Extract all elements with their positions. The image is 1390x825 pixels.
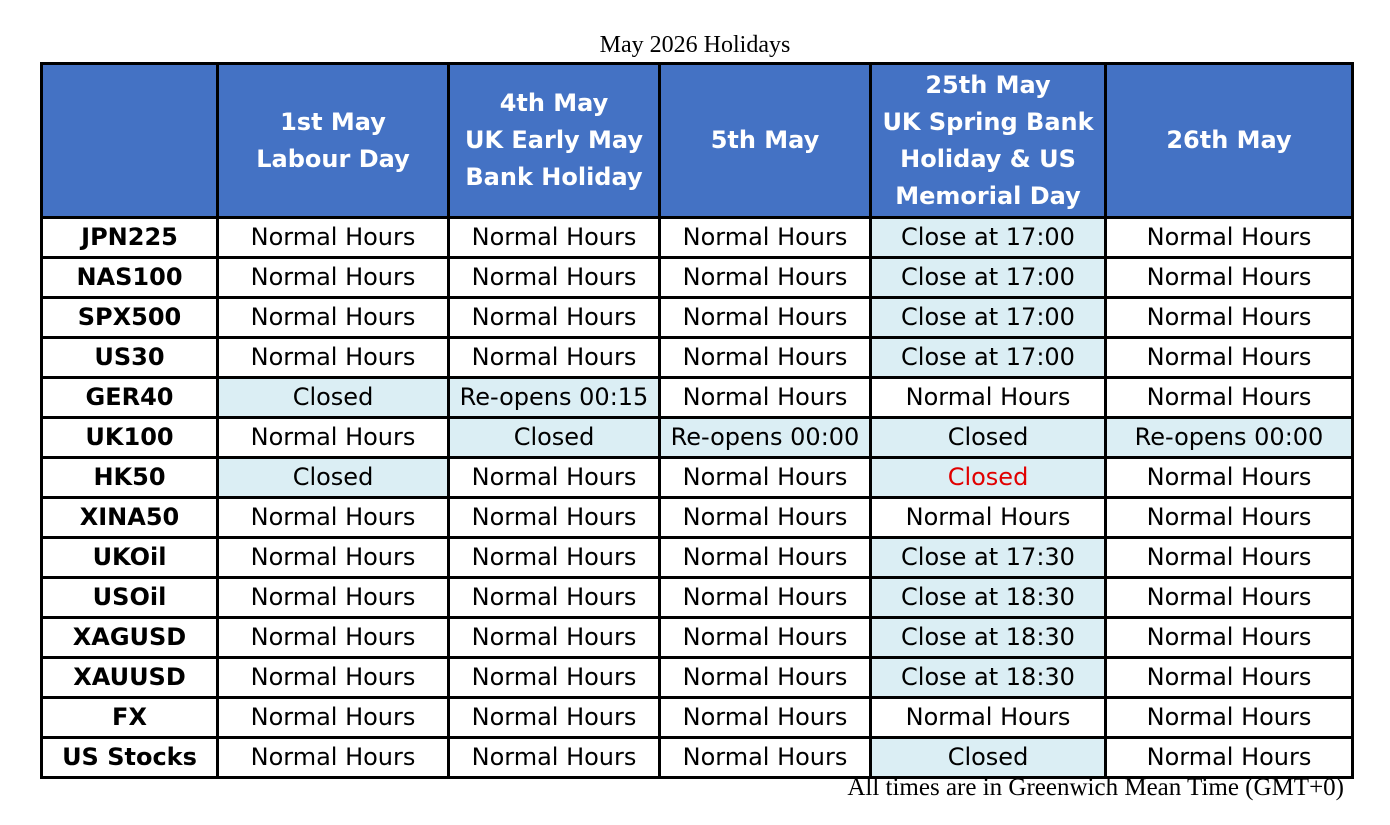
hours-cell: Normal Hours [1106, 698, 1353, 738]
hours-cell: Normal Hours [218, 698, 449, 738]
hours-cell: Close at 17:00 [871, 338, 1106, 378]
table-row [42, 578, 1353, 618]
table-row [42, 658, 1353, 698]
instrument-cell: XAGUSD [42, 618, 218, 658]
header-line: 26th May [1166, 126, 1292, 154]
table-row [42, 258, 1353, 298]
hours-cell: Closed [218, 378, 449, 418]
table-row [42, 218, 1353, 258]
hours-cell: Normal Hours [660, 498, 871, 538]
header-line: 4th May [499, 89, 609, 117]
hours-cell: Close at 18:30 [871, 578, 1106, 618]
table-row [42, 418, 1353, 458]
hours-cell: Closed [871, 418, 1106, 458]
instrument-cell: JPN225 [42, 218, 218, 258]
hours-cell: Normal Hours [218, 738, 449, 778]
hours-cell: Normal Hours [218, 578, 449, 618]
table-title: May 2026 Holidays [599, 32, 791, 58]
hours-cell: Normal Hours [218, 618, 449, 658]
header-line: Memorial Day [895, 181, 1081, 210]
instrument-cell: US30 [42, 338, 218, 378]
header-line: Labour Day [256, 144, 410, 173]
table-row [42, 618, 1353, 658]
hours-cell: Normal Hours [449, 698, 660, 738]
hours-cell: Normal Hours [660, 378, 871, 418]
hours-cell: Normal Hours [218, 298, 449, 338]
hours-cell: Normal Hours [449, 338, 660, 378]
hours-cell: Closed [449, 418, 660, 458]
hours-cell: Close at 17:00 [871, 298, 1106, 338]
instrument-cell: FX [42, 698, 218, 738]
hours-cell: Close at 18:30 [871, 658, 1106, 698]
table-row [42, 378, 1353, 418]
instrument-cell: GER40 [42, 378, 218, 418]
hours-cell: Normal Hours [660, 258, 871, 298]
hours-cell: Normal Hours [1106, 218, 1353, 258]
hours-cell: Re-opens 00:00 [1106, 418, 1353, 458]
hours-cell: Normal Hours [449, 658, 660, 698]
hours-cell: Normal Hours [660, 618, 871, 658]
hours-cell: Normal Hours [1106, 298, 1353, 338]
header-line: Holiday & US [900, 144, 1076, 173]
header-line: 1st May [280, 107, 386, 136]
header-line: 5th May [710, 126, 820, 154]
hours-cell: Closed [871, 458, 1106, 498]
hours-cell: Normal Hours [1106, 578, 1353, 618]
hours-cell: Close at 17:30 [871, 538, 1106, 578]
hours-cell: Normal Hours [660, 298, 871, 338]
hours-cell: Normal Hours [218, 218, 449, 258]
instrument-cell: US Stocks [42, 738, 218, 778]
instrument-cell: USOil [42, 578, 218, 618]
header-cell-may-4 [449, 64, 660, 218]
instrument-cell: SPX500 [42, 298, 218, 338]
hours-cell: Normal Hours [1106, 498, 1353, 538]
instrument-cell: NAS100 [42, 258, 218, 298]
instrument-cell: UK100 [42, 418, 218, 458]
header-row [42, 64, 1353, 218]
table-row [42, 498, 1353, 538]
hours-cell: Normal Hours [218, 538, 449, 578]
holiday-schedule-table [40, 62, 1354, 779]
hours-cell: Normal Hours [660, 458, 871, 498]
table-row [42, 538, 1353, 578]
header-cell-may-5 [660, 64, 871, 218]
hours-cell: Normal Hours [218, 338, 449, 378]
hours-cell: Normal Hours [660, 658, 871, 698]
hours-cell: Re-opens 00:00 [660, 418, 871, 458]
instrument-cell: HK50 [42, 458, 218, 498]
instrument-cell: UKOil [42, 538, 218, 578]
header-line: UK Spring Bank [882, 107, 1094, 136]
hours-cell: Normal Hours [449, 578, 660, 618]
header-cell-may-1 [218, 64, 449, 218]
hours-cell: Normal Hours [449, 498, 660, 538]
hours-cell: Normal Hours [1106, 458, 1353, 498]
hours-cell: Close at 17:00 [871, 258, 1106, 298]
header-cell-may-25 [871, 64, 1106, 218]
hours-cell: Close at 17:00 [871, 218, 1106, 258]
hours-cell: Normal Hours [449, 618, 660, 658]
hours-cell: Normal Hours [449, 458, 660, 498]
hours-cell: Normal Hours [1106, 258, 1353, 298]
hours-cell: Closed [218, 458, 449, 498]
hours-cell: Normal Hours [449, 218, 660, 258]
instrument-cell: XINA50 [42, 498, 218, 538]
hours-cell: Normal Hours [1106, 338, 1353, 378]
hours-cell: Normal Hours [449, 298, 660, 338]
hours-cell: Normal Hours [449, 258, 660, 298]
table-row [42, 698, 1353, 738]
table-row [42, 298, 1353, 338]
table-row [42, 738, 1353, 778]
instrument-cell: XAUUSD [42, 658, 218, 698]
table-row [42, 338, 1353, 378]
hours-cell: Re-opens 00:15 [449, 378, 660, 418]
hours-cell: Normal Hours [449, 538, 660, 578]
hours-cell: Normal Hours [1106, 658, 1353, 698]
hours-cell: Closed [871, 738, 1106, 778]
hours-cell: Normal Hours [218, 418, 449, 458]
hours-cell: Normal Hours [1106, 538, 1353, 578]
hours-cell: Normal Hours [449, 738, 660, 778]
table-row [42, 458, 1353, 498]
header-line: UK Early May [464, 126, 644, 154]
hours-cell: Normal Hours [1106, 378, 1353, 418]
hours-cell: Normal Hours [871, 498, 1106, 538]
hours-cell: Normal Hours [660, 738, 871, 778]
hours-cell: Normal Hours [871, 378, 1106, 418]
hours-cell: Normal Hours [660, 578, 871, 618]
hours-cell: Normal Hours [660, 218, 871, 258]
hours-cell: Normal Hours [218, 498, 449, 538]
hours-cell: Normal Hours [660, 338, 871, 378]
hours-cell: Normal Hours [871, 698, 1106, 738]
hours-cell: Normal Hours [660, 698, 871, 738]
hours-cell: Normal Hours [218, 658, 449, 698]
hours-cell: Normal Hours [218, 258, 449, 298]
header-line: Bank Holiday [465, 163, 643, 191]
hours-cell: Normal Hours [1106, 618, 1353, 658]
hours-cell: Normal Hours [1106, 738, 1353, 778]
timezone-footnote: All times are in Greenwich Mean Time (GMT+0) [847, 774, 1344, 801]
header-corner-cell [42, 64, 218, 218]
hours-cell: Close at 18:30 [871, 618, 1106, 658]
header-cell-may-26 [1106, 64, 1353, 218]
hours-cell: Normal Hours [660, 538, 871, 578]
header-line: 25th May [925, 70, 1051, 99]
